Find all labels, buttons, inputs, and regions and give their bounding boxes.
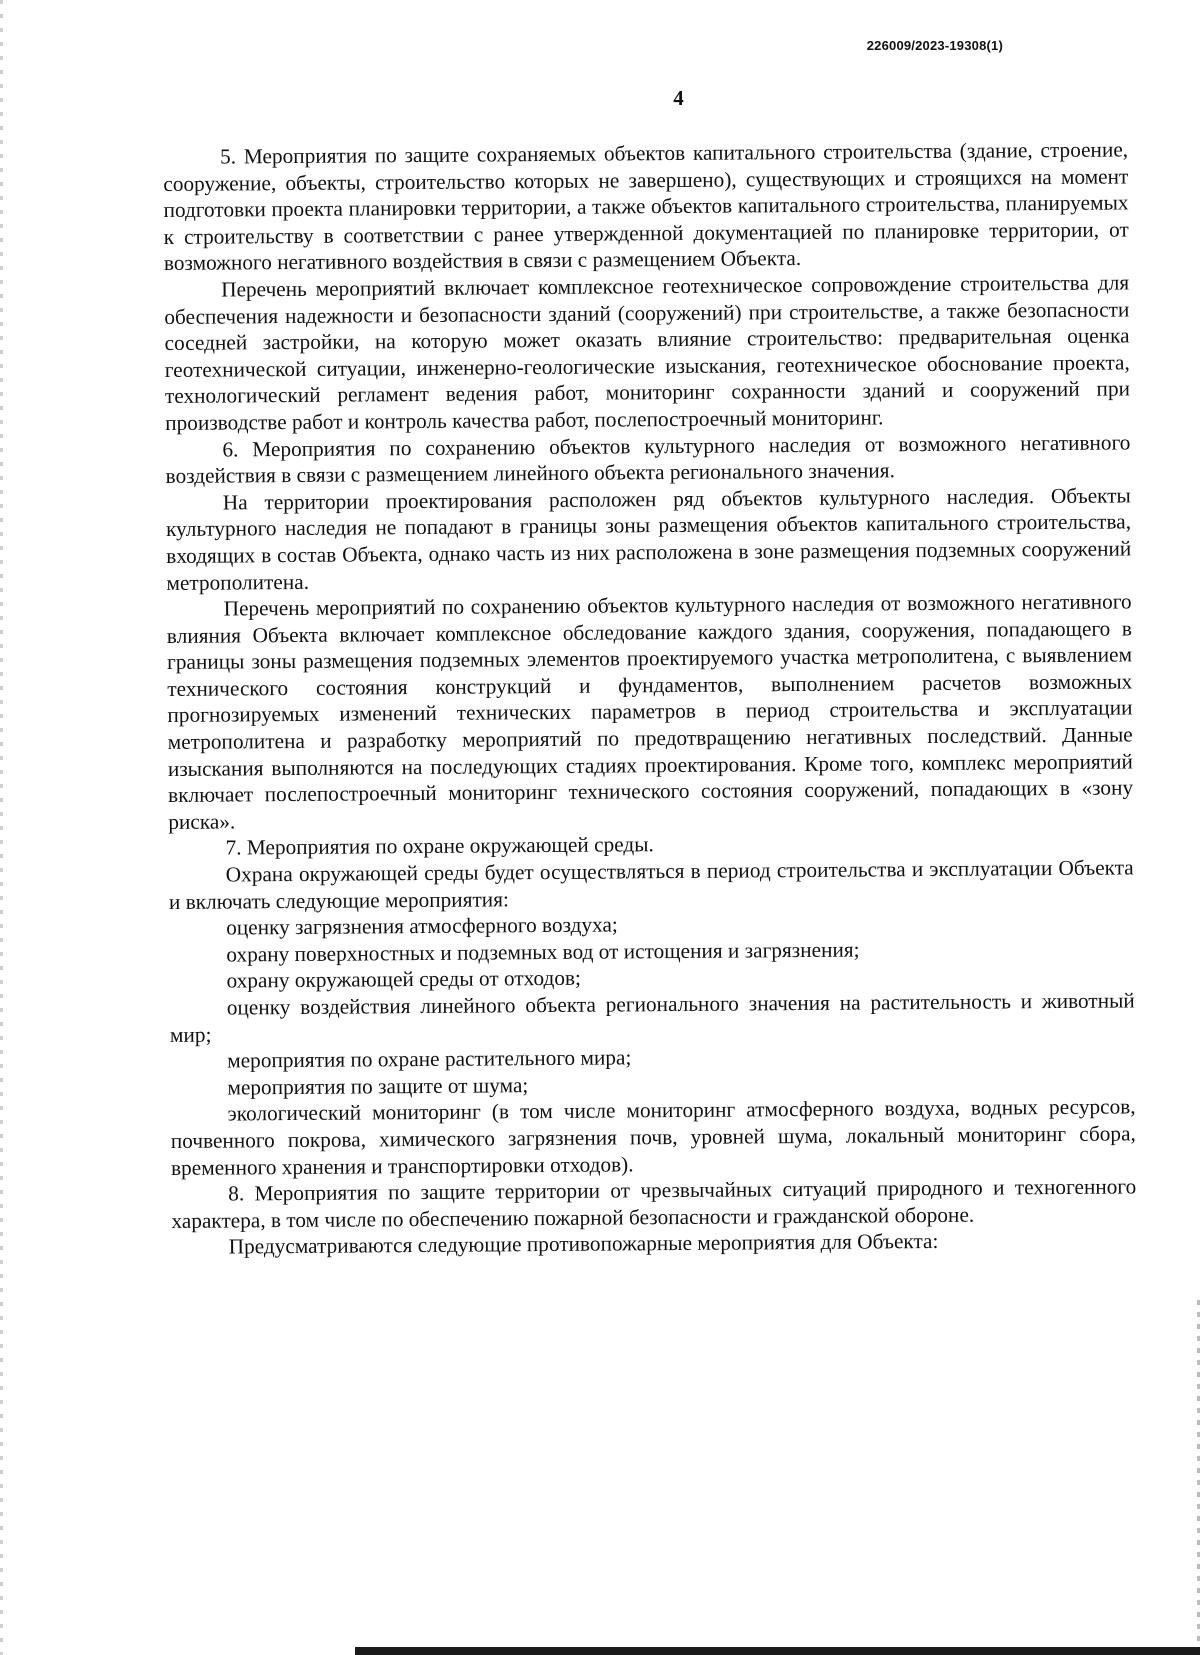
list-item: оценку воздействия линейного объекта регионального значения на растительность и животный мир; — [169, 988, 1135, 1047]
paragraph-6-title: 6. Мероприятия по сохранению объектов культурного наследия от возможного негативного воздействия в связи с размещением линейного объекта регионального значения. — [165, 429, 1131, 489]
list-item: оценку загрязнения атмосферного воздуха; — [226, 912, 618, 940]
page-number: 4 — [673, 86, 684, 110]
scan-bottom-edge — [355, 1647, 1200, 1655]
paragraph-fire-measures-intro: Предусматриваются следующие противопожарные мероприятия для Объекта: — [228, 1229, 939, 1259]
scan-left-edge — [0, 0, 3, 1655]
list-item: охрану поверхностных и подземных вод от истощения и загрязнения; — [226, 937, 860, 967]
list-item: мероприятия по охране растительного мира; — [227, 1045, 632, 1073]
list-item: охрану окружающей среды от отходов; — [226, 966, 582, 993]
list-item: мероприятия по защите от шума; — [227, 1072, 529, 1100]
paragraph-heritage-measures: Перечень мероприятий по сохранению объектов культурного наследия от возможного негативного влияния Объекта включает комплексное обследование каждого здания, сооружения, попадающего в границы зоны размещения подземных элементов проектируемого участка метрополитена, с выявлением технического состояния конструкций и фундаментов, выполнением расчетов возможных прогнозируемых изменений технических параметров в период строительства и эксплуатации метрополитена и разработку мероприятий по предотвращению негативных последствий. Данные изыскания выполняются на последующих стадиях проектирования. Кроме того, комплекс мероприятий включает послепостроечный мониторинг технического состояния сооружений, попадающих в «зону риска». — [166, 589, 1134, 834]
paragraph-environment-intro: Охрана окружающей среды будет осуществляться в период строительства и эксплуатации Объекта и включать следующие мероприятия: — [168, 855, 1134, 914]
paragraph-5-title: 5. Мероприятия по защите сохраняемых объектов капитального строительства (здание, строение, сооружение, объекты, строительство которых не завершено), существующих и строящихся на момент подготовки проекта планировки территории, а также объектов капитального строительства, планируемых к строительству в соответствии с ранее утвержденной документацией по планировке территории, от возможного негативного воздействия в связи с размещением Объекта. — [163, 137, 1129, 276]
document-number: 226009/2023-19308(1) — [866, 38, 1003, 53]
paragraph-7-title: 7. Мероприятия по охране окружающей среды. — [225, 832, 654, 860]
paragraph-geotech-measures: Перечень мероприятий включает комплексное геотехническое сопровождение строительства для обеспечения надежности и безопасности зданий (сооружений) при строительстве, а также безопасности соседней застройки, на которую может оказать влияние строительство: предварительная оценка геотехнической ситуации, инженерно-геологические изыскания, геотехническое обоснование проекта, технологический регламент ведения работ, мониторинг сохранности зданий и сооружений при производстве работ и контроль качества работ, послепостроечный мониторинг. — [164, 270, 1131, 435]
paragraph-8-title: 8. Мероприятия по защите территории от чрезвычайных ситуаций природного и техногенного характера, в том числе по обеспечению пожарной безопасности и гражданской обороне. — [171, 1174, 1137, 1233]
document-body — [163, 136, 1137, 1260]
list-item: экологический мониторинг (в том числе мониторинг атмосферного воздуха, водных ресурсов, почвенного покрова, химического загрязнения почв, уровней шума, локальный мониторинг сбора, временного хранения и транспортировки отходов). — [170, 1094, 1136, 1180]
paragraph-heritage-objects: На территории проектирования расположен ряд объектов культурного наследия. Объекты культурного наследия не попадают в границы зоны размещения объектов капитального строительства, входящих в состав Объекта, однако часть из них расположена в зоне размещения подземных сооружений метрополитена. — [165, 483, 1132, 595]
